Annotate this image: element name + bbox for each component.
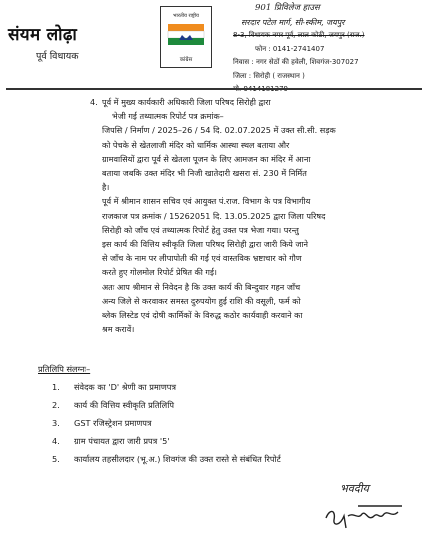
letter-body (90, 95, 420, 336)
point-4 (90, 95, 420, 123)
item-text: ग्राम पंचायत द्वारा जारी प्रपत्र '5' (74, 436, 170, 446)
body-line: को पेचके से खेतलाजी मंदिर को धार्मिक आस्था स्थल बताया और (102, 139, 290, 150)
enclosures-list (38, 378, 418, 468)
body-line: है। (102, 182, 110, 193)
header-divider (6, 88, 422, 90)
item-text: संवेदक का 'D' श्रेणी का प्रमाणपत्र (74, 382, 176, 392)
body-line: सिरोही को जाँच एवं तथ्यात्मक रिपोर्ट हेतु उक्त पत्र भेजा गया। परन्तु (102, 224, 299, 235)
body-line: ब्लेक लिस्टेड एवं दोषी कार्मिकों के विरुद्ध कठोर कार्यवाही करवाने का (102, 310, 303, 321)
emblem-text-top: भारतीय राष्ट्रीय (173, 13, 199, 19)
body-line: पूर्व में श्रीमान शासन सचिव एवं आयुक्त पं.राज. विभाग के पत्र विभागीय (102, 196, 311, 207)
list-item (52, 414, 418, 432)
body-line: भेजी गई तथ्यात्मक रिपोर्ट पत्र क्रमांक– (112, 111, 224, 122)
body-line: राजकाज पत्र क्रमांक / 15262051 दि. 13.05.2025 द्वारा जिला परिषद (102, 210, 326, 221)
item-text: GST रजिस्ट्रेशन प्रमाणपत्र (74, 418, 152, 428)
paragraph-3 (102, 194, 420, 279)
list-item (52, 396, 418, 414)
enclosures (38, 360, 418, 468)
list-item (52, 450, 418, 468)
item-number: 3. (52, 418, 60, 428)
closing-text: भवदीय (340, 482, 369, 495)
body-line: अतः आप श्रीमान से निवेदन है कि उक्त कार्य की बिन्दुवार गहन जाँच (102, 281, 301, 292)
paragraph-4 (102, 280, 420, 337)
item-number: 5. (52, 454, 60, 464)
item-number: 2. (52, 400, 60, 410)
body-line: श्रम करावें। (102, 324, 135, 335)
body-line: जिपसि / निर्माण / 2025–26 / 54 दि. 02.07.2025 में उक्त सी.सी. सड़क (102, 125, 336, 136)
letterhead-right (233, 2, 425, 97)
item-text: कार्यालय तहसीलदार (भू.अ.) शिवगंज की उक्त रास्ते से संबंधित रिपोर्ट (74, 454, 281, 464)
list-item (52, 378, 418, 396)
phone-number: फोन : 0141-2741407 (255, 44, 325, 53)
struck-address: 8-3, विधायक नगर पूर्व, लाल कोठी, जयपुर (राज.) (233, 31, 365, 39)
body-line: इस कार्य की वित्तिय स्वीकृति जिला परिषद सिरोही द्वारा जारी किये जाने (102, 239, 309, 250)
residence-address: निवास : नगर सेठों की हवेली, शिवगंज-307027 (233, 58, 359, 66)
handwritten-address-line1: 901 प्रिविलेज हाउस (255, 3, 320, 13)
emblem-text-bottom: कांग्रेस (179, 57, 193, 63)
body-line: पूर्व में मुख्य कार्यकारी अधिकारी जिला परिषद सिरोही द्वारा (102, 97, 271, 107)
handwritten-signature-icon (326, 506, 402, 528)
sender-name: संयम लोढ़ा (8, 25, 78, 45)
list-item (52, 432, 418, 450)
item-text: कार्य की वित्तिय स्वीकृति प्रतिलिपि (74, 400, 174, 410)
district-line: जिला : सिरोही ( राजस्थान ) (233, 71, 305, 80)
item-number: 4. (52, 436, 60, 446)
point-number: 4. (90, 97, 98, 107)
congress-emblem-icon (160, 6, 212, 68)
body-line: करते हुए गोलमोल रिपोर्ट प्रेषित की गई। (102, 267, 217, 278)
handwritten-address-line2: सरदार पटेल मार्ग, सी-स्कीम, जयपुर (241, 17, 345, 27)
sender-role: पूर्व विधायक (36, 51, 79, 62)
body-line: बताया जबकि उक्त मंदिर भी निजी खातेदारी खसरा सं. 230 में निर्मित (102, 168, 307, 179)
enclosures-title: प्रतिलिपि संलग्नः– (38, 364, 91, 374)
body-line: ग्रामवासियों द्वारा पूर्व से खेतला पूजन के लिए आमजन का मंदिर में आना (102, 153, 311, 164)
body-line: से जाँच के नाम पर लीपापोती की गई एवं वास्तविक भ्रष्टाचार को गौण (102, 253, 302, 264)
signature-block (318, 470, 418, 540)
item-number: 1. (52, 382, 60, 392)
paragraph-2 (102, 123, 420, 194)
body-line: अन्य जिले से करवाकर समस्त दुरुपयोग हुई राशि की वसूली, फर्म को (102, 295, 301, 306)
letterhead-left (8, 22, 79, 62)
